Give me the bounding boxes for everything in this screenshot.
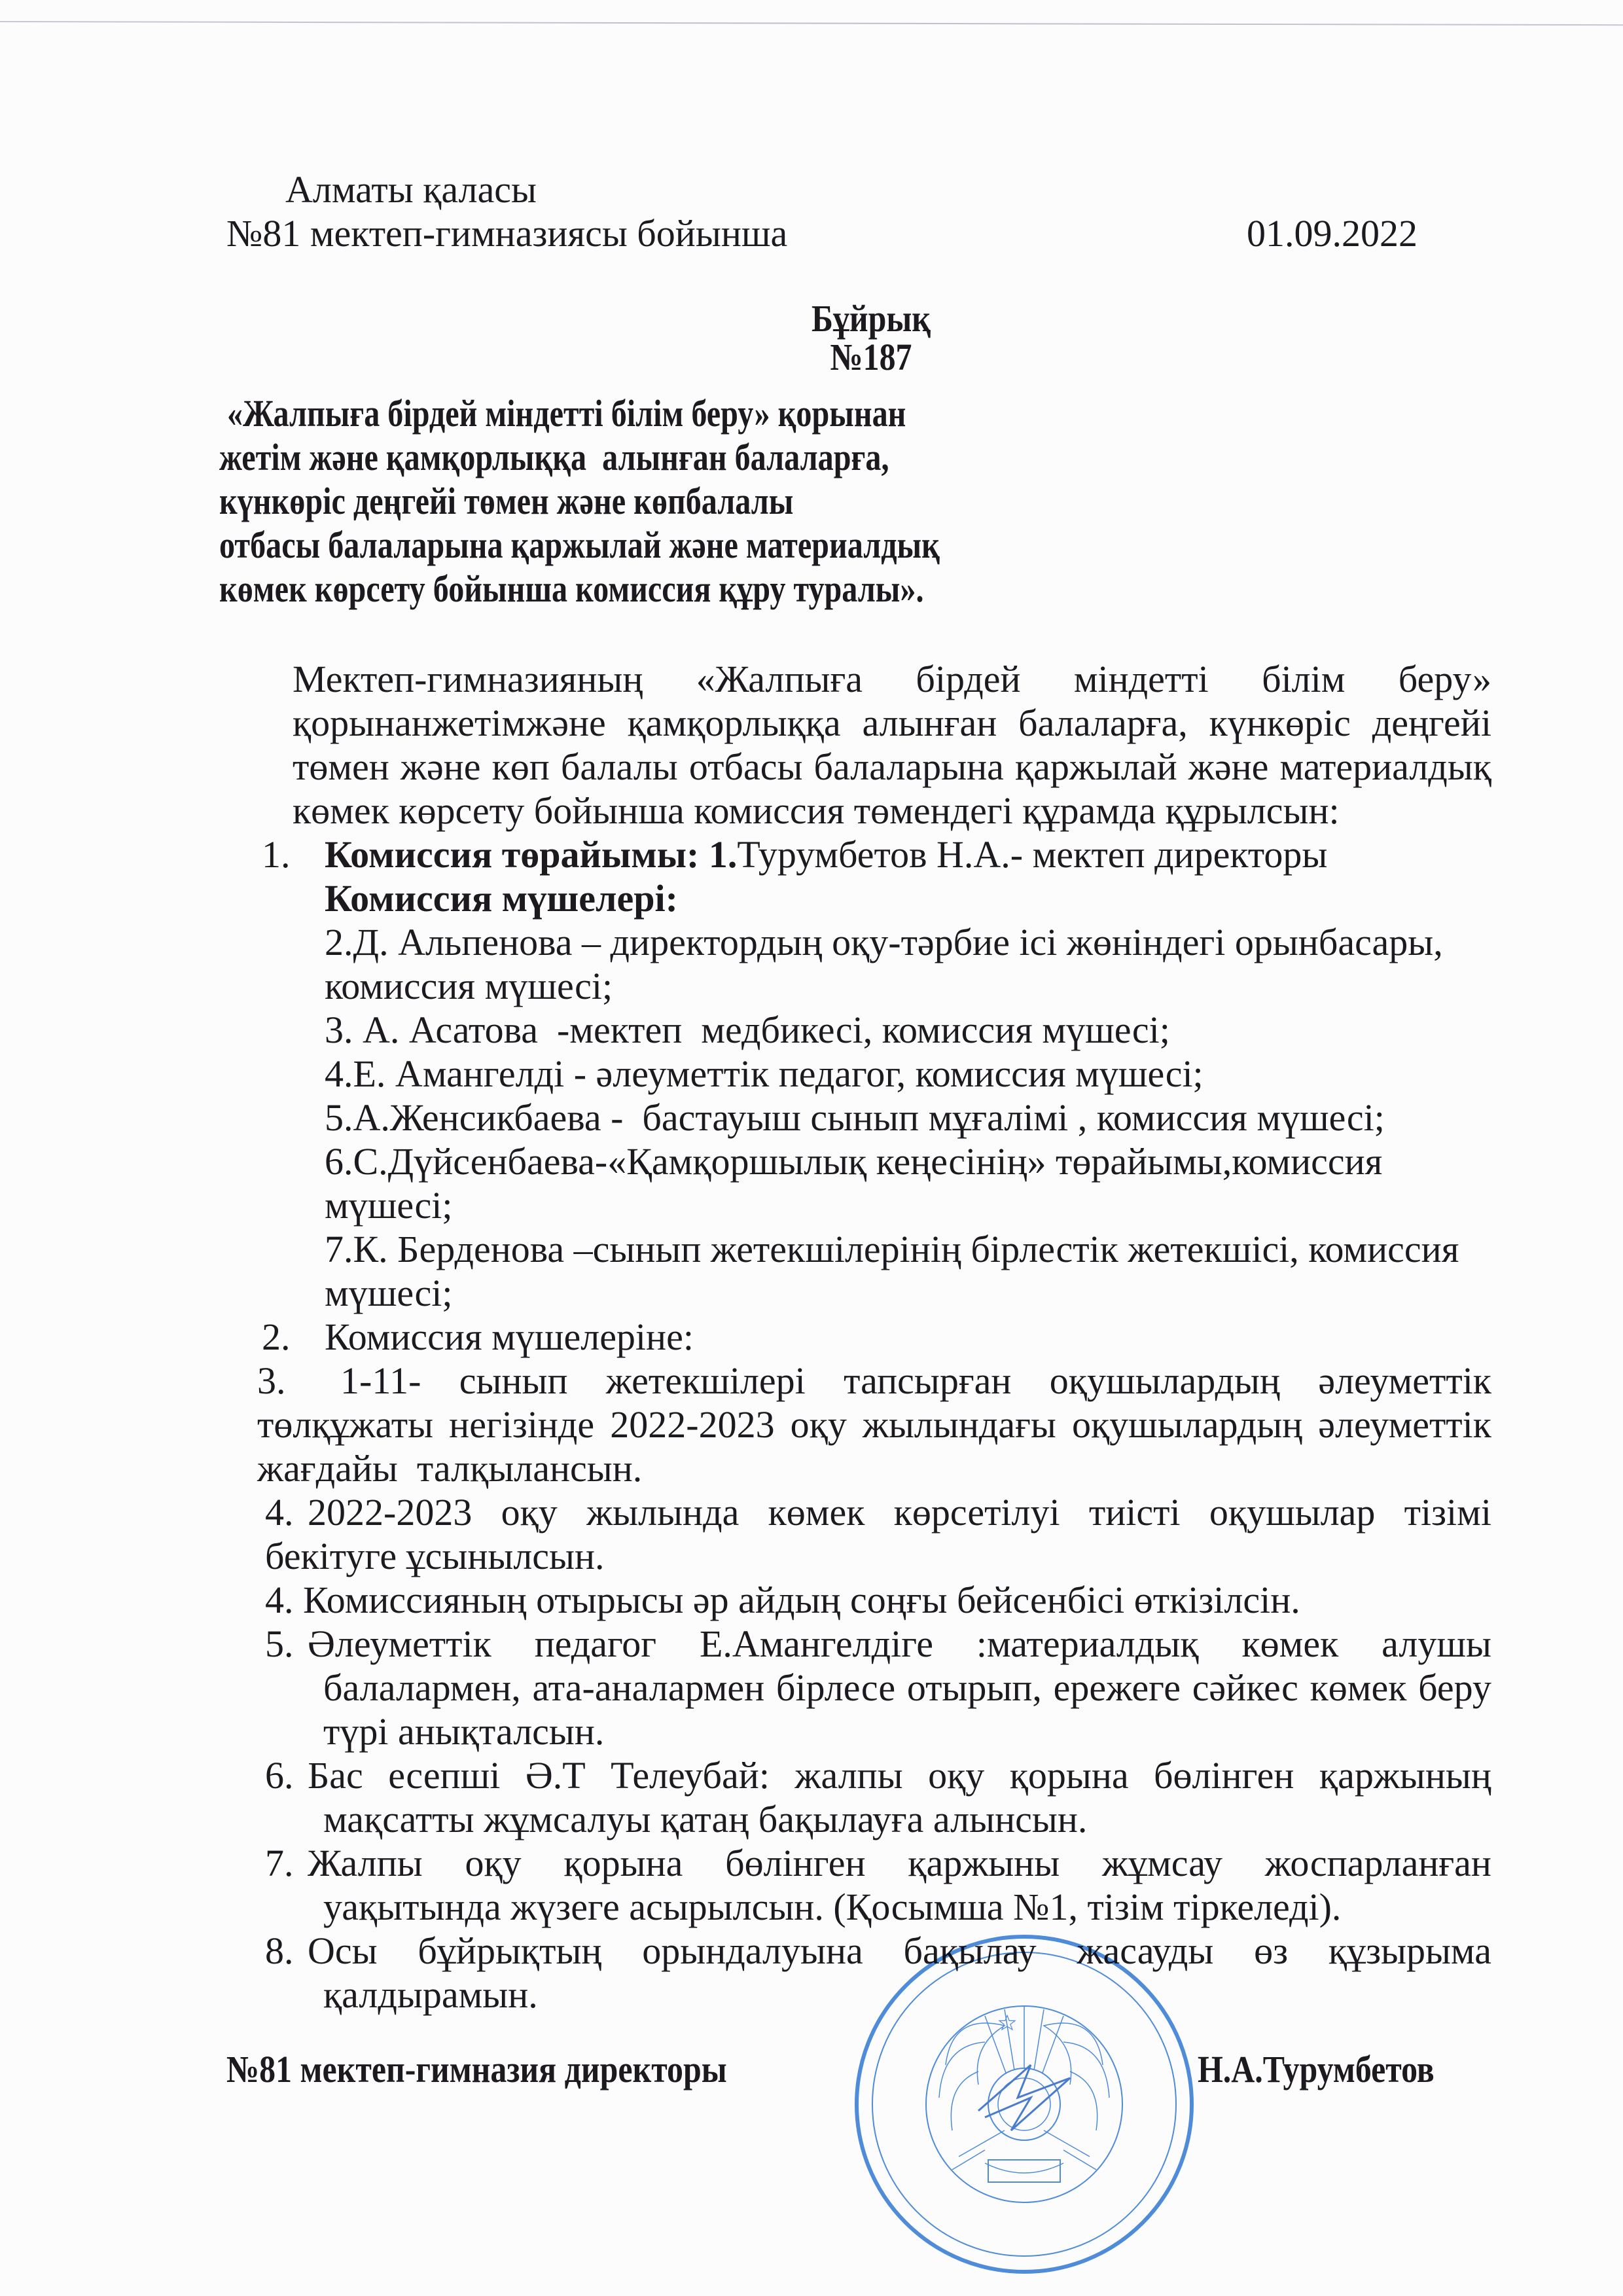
word: есепші: [388, 1754, 501, 1797]
word: оқу: [928, 1754, 985, 1797]
word: ережеге: [1053, 1666, 1181, 1709]
word: негізінде: [449, 1403, 595, 1446]
list-number: 7.: [265, 1842, 294, 1884]
member-line: 6.С.Дүйсенбаева-«Қамқоршылық кеңесінің» төрайымы,комиссия: [325, 1140, 1383, 1183]
word: жасауды: [1077, 1929, 1214, 1972]
word: өз: [1254, 1929, 1289, 1972]
word: балалы: [560, 745, 678, 788]
word: алушы: [1382, 1623, 1491, 1665]
word: Әлеуметтік: [308, 1623, 491, 1665]
header-date: 01.09.2022: [1247, 212, 1418, 255]
word: міндетті: [1073, 658, 1209, 700]
member-line: комиссия мүшесі;: [325, 965, 613, 1007]
word: Ә.Т: [525, 1754, 586, 1797]
order-subject-line: жетім және қамқорлыққа алынған балаларға,: [219, 436, 889, 478]
word: оқу: [501, 1491, 558, 1534]
word: оқушылар: [1209, 1491, 1376, 1534]
word: бөлінген: [1154, 1754, 1294, 1797]
word: бірдей: [916, 658, 1021, 700]
word: жоспарланған: [1264, 1842, 1491, 1884]
word: қорынанжетімжәне: [293, 702, 606, 744]
item-6-line: мақсатты жұмсалуы қатаң бақылауға алынсын.: [323, 1798, 1088, 1840]
emblem-rays: [939, 2006, 1109, 2173]
members-label: Комиссия мүшелері:: [325, 877, 678, 920]
emblem-ring: [926, 2006, 1122, 2202]
word: көп: [491, 745, 550, 788]
list-number: 8.: [265, 1929, 294, 1972]
word: әлеуметтік: [1318, 1359, 1491, 1402]
word: алынған: [862, 702, 997, 744]
word: жылындағы: [862, 1403, 1056, 1446]
word: құзырыма: [1328, 1929, 1491, 1972]
item-5-line: түрі анықталсын.: [323, 1710, 605, 1753]
intro-line: [293, 701, 1491, 745]
emblem-shanyrak: [998, 2078, 1050, 2130]
header-city: Алматы қаласы: [285, 168, 537, 211]
word: көмек: [1310, 1666, 1407, 1709]
word: балаларына: [813, 745, 1004, 788]
list-number: 6.: [265, 1754, 294, 1797]
word: және: [1188, 745, 1269, 788]
word: балалармен,: [323, 1666, 521, 1709]
official-stamp: [854, 1934, 1194, 2274]
item-7-line: [308, 1841, 1491, 1885]
word: қаржыны: [908, 1842, 1060, 1884]
member-line: 2.Д. Альпенова – директордың оқу-тәрбие ісі жөніндегі орынбасары,: [325, 921, 1443, 963]
word: қаржылай: [1014, 745, 1177, 788]
word: :материалдық: [976, 1623, 1199, 1665]
member-line: 4.Е. Амангелді - әлеуметтік педагог, комиссия мүшесі;: [325, 1052, 1204, 1095]
emblem-sun: [988, 2068, 1060, 2140]
list-number: 4.: [265, 1491, 294, 1534]
item-8-line: қалдырамын.: [323, 1973, 538, 2016]
word: жылында: [586, 1491, 740, 1534]
member-line: 3. А. Асатова -мектеп медбикесі, комиссия мүшесі;: [325, 1009, 1170, 1051]
list-number: 5.: [265, 1623, 294, 1665]
word: «Жалпыға: [696, 658, 863, 700]
word: төлқұжаты: [257, 1403, 434, 1446]
word: отырып,: [906, 1666, 1042, 1709]
item-6-line: [308, 1753, 1491, 1797]
word: педагог: [534, 1623, 657, 1665]
word: 2022-2023: [308, 1491, 473, 1534]
item-5-line: [308, 1622, 1491, 1666]
word: материалдық: [1279, 745, 1491, 788]
word: төмен: [293, 745, 389, 788]
word: білім: [1262, 658, 1346, 700]
word: Е.Амангелдіге: [699, 1623, 933, 1665]
item-4b-text: 4. Комиссияның отырысы әр айдың соңғы бейсенбісі өткізілсін.: [265, 1579, 1300, 1621]
word: 2022-2023: [610, 1403, 775, 1446]
intro-line: [293, 657, 1491, 701]
word: Мектеп-гимназияның: [293, 658, 643, 700]
member-line: мүшесі;: [325, 1184, 453, 1227]
item-2-text: Комиссия мүшелеріне:: [325, 1316, 694, 1358]
word: әлеуметтік: [1318, 1403, 1491, 1446]
emblem-star: [999, 2015, 1015, 2030]
word: бақылау: [903, 1929, 1037, 1972]
word: оқу: [790, 1403, 847, 1446]
word: оқу: [465, 1842, 522, 1884]
item-4a-line: [308, 1490, 1491, 1534]
member-line: мүшесі;: [325, 1272, 453, 1314]
word: орындалуына: [642, 1929, 863, 1972]
word: жетекшілері: [605, 1359, 806, 1402]
word: беру: [1418, 1666, 1491, 1709]
emblem-banner: [988, 2160, 1060, 2182]
order-subject-line: күнкөріс деңгейі төмен және көпбалалы: [219, 480, 794, 522]
word: оқушылардың: [1071, 1403, 1303, 1446]
word: көмек: [768, 1491, 865, 1534]
order-number: №187: [830, 336, 912, 378]
order-subject-line: көмек көрсету бойынша комиссия құру туралы».: [219, 567, 924, 610]
word: қорына: [563, 1842, 683, 1884]
word: қаржының: [1319, 1754, 1491, 1797]
word: деңгейі: [1372, 702, 1491, 744]
member-line: 5.А.Женсикбаева - бастауыш сынып мұғалімі , комиссия мүшесі;: [325, 1096, 1385, 1139]
signature-name: Н.А.Турумбетов: [1198, 2048, 1435, 2090]
scan-edge-line: [0, 21, 1623, 26]
word: Жалпы: [308, 1842, 423, 1884]
word: тапсырған: [844, 1359, 1012, 1402]
intro-line: көмек көрсету бойынша комиссия төмендегі құрамда құрылсын:: [293, 789, 1340, 832]
item-3-line: [340, 1359, 1491, 1403]
word: қорына: [1009, 1754, 1129, 1797]
word: жұмсау: [1102, 1842, 1223, 1884]
item-4a-line: бекітуге ұсынылсын.: [265, 1535, 605, 1577]
word: бірлесе: [776, 1666, 896, 1709]
word: Осы: [308, 1929, 378, 1972]
word: көрсетілуі: [893, 1491, 1060, 1534]
item-3-line: [257, 1403, 1491, 1446]
list-number: 3.: [257, 1359, 286, 1402]
word: қамқорлыққа: [627, 702, 841, 744]
item-3-line: жағдайы талқылансын.: [257, 1447, 643, 1490]
order-subject-line: «Жалпыға бірдей міндетті білім беру» қорынан: [219, 392, 906, 435]
word: бұйрықтың: [418, 1929, 602, 1972]
word: жалпы: [794, 1754, 903, 1797]
word: күнкөріс: [1209, 702, 1351, 744]
item-8-line: [308, 1929, 1491, 1973]
word: балаларға,: [1018, 702, 1188, 744]
word: сәйкес: [1192, 1666, 1298, 1709]
intro-line: [293, 745, 1491, 789]
word: 1-11-: [340, 1359, 421, 1402]
header-school: №81 мектеп-гимназиясы бойынша: [226, 212, 788, 255]
order-word: Бұйрық: [811, 297, 931, 340]
commission-chair: [325, 833, 1327, 876]
chair-text: Турумбетов Н.А.- мектеп директоры: [737, 833, 1328, 876]
word: беру»: [1398, 658, 1491, 700]
member-line: 7.К. Берденова –сынып жетекшілерінің бірлестік жетекшісі, комиссия: [325, 1228, 1459, 1270]
word: тізімі: [1404, 1491, 1491, 1534]
word: оқушылардың: [1049, 1359, 1281, 1402]
item-5-line: [323, 1666, 1491, 1710]
word: отбасы: [688, 745, 803, 788]
word: көмек: [1241, 1623, 1339, 1665]
stamp-outer-ring: [857, 1937, 1192, 2272]
list-number: 1.: [262, 833, 291, 876]
word: тиісті: [1088, 1491, 1181, 1534]
word: Телеубай:: [611, 1754, 770, 1797]
list-number: 2.: [262, 1316, 291, 1358]
order-subject-line: отбасы балаларына қаржылай және материалдық: [219, 524, 940, 566]
handwritten-signature: [978, 2065, 1070, 2130]
word: және: [400, 745, 481, 788]
word: бөлінген: [725, 1842, 866, 1884]
signature-position: №81 мектеп-гимназия директоры: [226, 2048, 727, 2090]
word: Бас: [308, 1754, 363, 1797]
stamp-ring: [872, 1952, 1176, 2256]
chair-label: Комиссия төрайымы: 1.: [325, 833, 738, 876]
item-7-line: уақытында жүзеге асырылсын. (Қосымша №1, тізім тіркеледі).: [323, 1886, 1342, 1928]
word: сынып: [459, 1359, 568, 1402]
word: ата-аналармен: [532, 1666, 765, 1709]
